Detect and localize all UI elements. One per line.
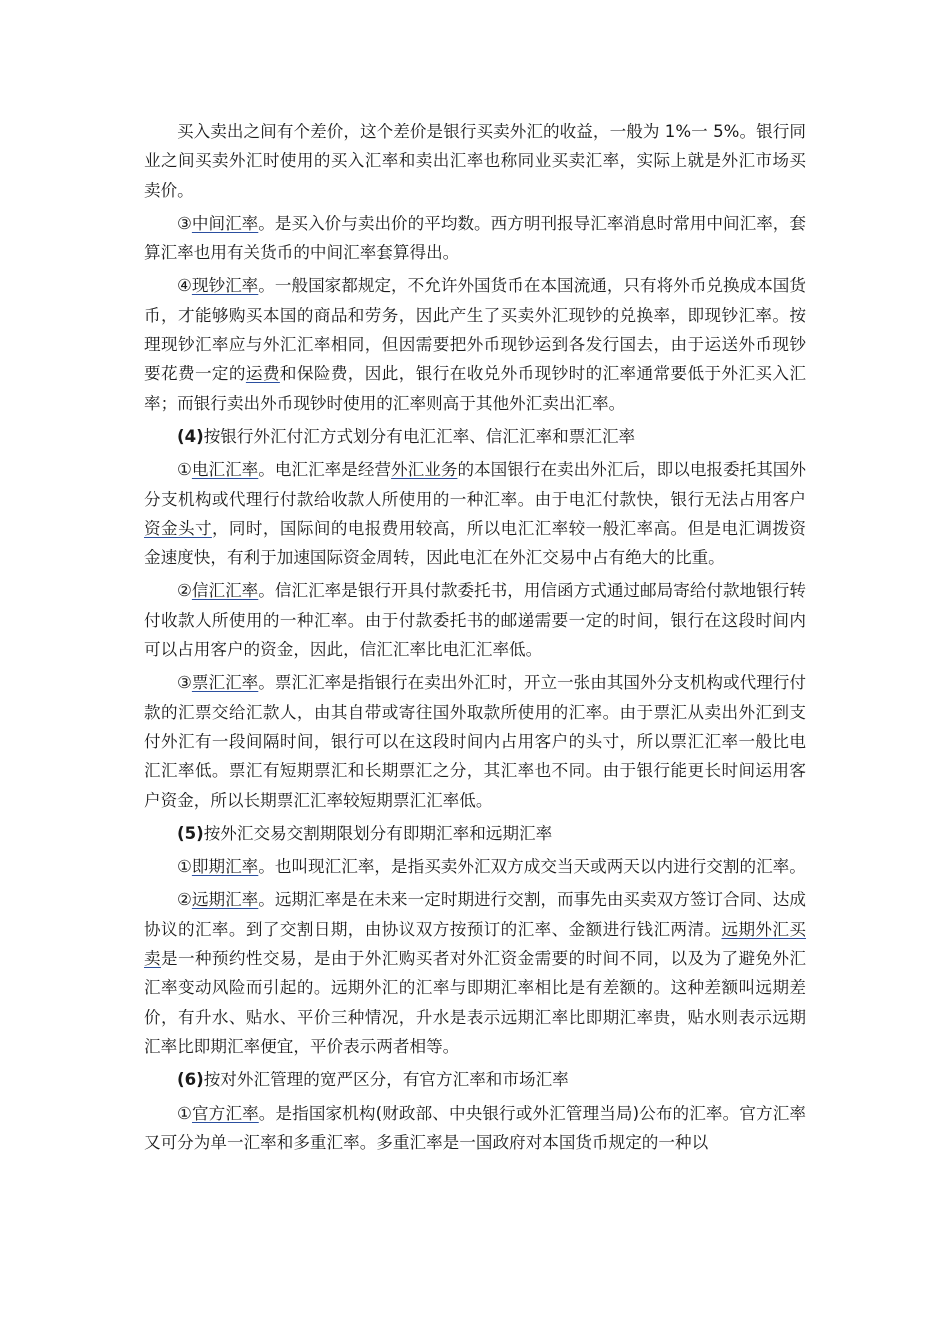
paragraph-text: 和保险费，因此，银行在收兑外币现钞时的汇率通常要低于外汇买入汇率；而银行卖出外币现钞时使用的汇率则高于其他外汇卖出汇率。 <box>144 364 806 413</box>
term-link[interactable]: 远期汇率 <box>191 890 259 910</box>
term-link[interactable]: 外汇业务 <box>391 460 458 480</box>
term-link[interactable]: 现钞汇率 <box>191 276 259 296</box>
paragraph-text: 。一般国家都规定，不允许外国货币在本国流通，只有将外币兑换成本国货币，才能够购买本国的商品和劳务，因此产生了买卖外汇现钞的兑换率，即现钞汇率。按理现钞汇率应与外汇汇率相同，但因需要把外币现钞运到各发行国去，由于运送外币现钞要花费一定的 <box>144 276 806 384</box>
term-link[interactable]: 运费 <box>245 364 280 384</box>
body-paragraph <box>144 668 806 814</box>
section-number: (6) <box>177 1070 204 1090</box>
body-paragraph <box>144 852 806 881</box>
section-number: (5) <box>177 823 204 843</box>
paragraph-text: 按外汇交易交割期限划分有即期汇率和远期汇率 <box>203 823 553 843</box>
paragraph-text: ③ <box>177 213 192 233</box>
paragraph-text: 是一种预约性交易，是由于外汇购买者对外汇资金需要的时间不同，以及为了避免外汇汇率变动风险而引起的。远期外汇的汇率与即期汇率相比是有差额的。这种差额叫远期差价，有升水、贴水、平价三种情况，升水是表示远期汇率比即期汇率贵，贴水则表示远期汇率比即期汇率便宜，平价表示两者相等。 <box>144 949 806 1056</box>
paragraph-text: 买入卖出之间有个差价，这个差价是银行买卖外汇的收益，一般为 1%一 5%。银行同业之间买卖外汇时使用的买入汇率和卖出汇率也称同业买卖汇率，实际上就是外汇市场买卖价。 <box>144 122 806 200</box>
paragraph-text: 按银行外汇付汇方式划分有电汇汇率、信汇汇率和票汇汇率 <box>203 426 636 446</box>
paragraph-text: 。是买入价与卖出价的平均数。西方明刊报导汇率消息时常用中间汇率，套算汇率也用有关货币的中间汇率套算得出。 <box>144 213 806 263</box>
paragraph-text: 的本国银行在卖出外汇后，即以电报委托其国外分支机构或代理行付款给收款人所使用的一种汇率。由于电汇付款快，银行无法占用客户 <box>144 460 806 509</box>
term-link[interactable]: 远期外汇买卖 <box>144 919 806 969</box>
term-link[interactable]: 信汇汇率 <box>191 581 259 601</box>
body-paragraph <box>144 209 806 268</box>
paragraph-text: ，同时，国际间的电报费用较高，所以电汇汇率较一般汇率高。但是电汇调拨资金速度快，有利于加速国际资金周转，因此电汇在外汇交易中占有绝大的比重。 <box>144 518 806 568</box>
paragraph-text: 按对外汇管理的宽严区分，有官方汇率和市场汇率 <box>203 1070 569 1090</box>
paragraph-text: 。是指国家机构(财政部、中央银行或外汇管理当局)公布的汇率。官方汇率又可分为单一汇率和多重汇率。多重汇率是一国政府对本国货币规定的一种以 <box>144 1103 806 1152</box>
paragraph-text: ① <box>177 1103 192 1123</box>
body-paragraph <box>144 271 806 417</box>
paragraph-text: ③ <box>177 673 192 693</box>
paragraph-text: 。电汇汇率是经营 <box>258 460 392 480</box>
section-heading <box>144 1065 806 1094</box>
document-body <box>144 117 806 1161</box>
term-link[interactable]: 电汇汇率 <box>191 460 259 480</box>
paragraph-text: ④ <box>177 276 192 296</box>
section-heading <box>144 422 806 451</box>
section-number: (4) <box>177 426 204 446</box>
body-paragraph <box>144 1099 806 1158</box>
term-link[interactable]: 官方汇率 <box>191 1103 259 1123</box>
paragraph-text: ② <box>177 890 192 910</box>
section-heading <box>144 819 806 848</box>
body-paragraph <box>144 576 806 664</box>
body-paragraph <box>144 455 806 572</box>
paragraph-text: ① <box>177 857 192 877</box>
paragraph-text: 。远期汇率是在未来一定时期进行交割，而事先由买卖双方签订合同、达成协议的汇率。到了交割日期，由协议双方按预订的汇率、金额进行钱汇两清。 <box>144 890 806 939</box>
paragraph-text: ① <box>177 460 192 480</box>
body-paragraph <box>144 117 806 205</box>
term-link[interactable]: 中间汇率 <box>191 213 259 233</box>
paragraph-text: ② <box>177 581 192 601</box>
body-paragraph <box>144 885 806 1061</box>
term-link[interactable]: 资金头寸 <box>144 518 212 538</box>
paragraph-text: 。票汇汇率是指银行在卖出外汇时，开立一张由其国外分支机构或代理行付款的汇票交给汇款人，由其自带或寄往国外取款所使用的汇率。由于票汇从卖出外汇到支付外汇有一段间隔时间，银行可以在这段时间内占用客户的头寸，所以票汇汇率一般比电汇汇率低。票汇有短期票汇和长期票汇之分，其汇率也不同。由于银行能更长时间运用客户资金，所以长期票汇汇率较短期票汇汇率低。 <box>144 673 806 810</box>
paragraph-text: 。也叫现汇汇率，是指买卖外汇双方成交当天或两天以内进行交割的汇率。 <box>258 857 806 877</box>
term-link[interactable]: 即期汇率 <box>191 857 259 877</box>
paragraph-text: 。信汇汇率是银行开具付款委托书，用信函方式通过邮局寄给付款地银行转付收款人所使用的一种汇率。由于付款委托书的邮递需要一定的时间，银行在这段时间内可以占用客户的资金，因此，信汇汇率比电汇汇率低。 <box>144 581 806 660</box>
term-link[interactable]: 票汇汇率 <box>191 673 259 693</box>
